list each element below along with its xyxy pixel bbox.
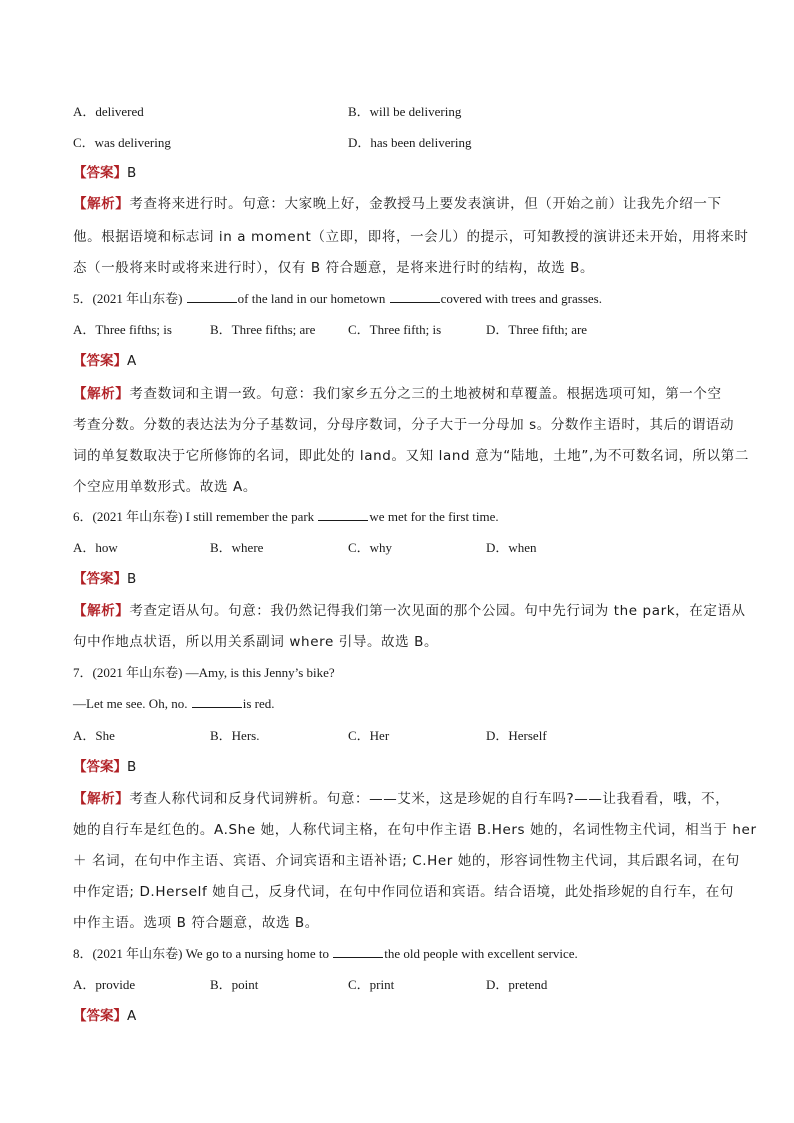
- analysis-tag: 【解析】: [73, 791, 130, 807]
- q5-answer: [73, 352, 136, 370]
- q5-part2: of the land in our hometown: [237, 291, 386, 306]
- q5-analysis-line-4: 个空应用单数形式。故选 A。: [73, 479, 257, 495]
- q6-part2: we met for the first time.: [369, 509, 499, 524]
- q6-analysis-line-2: 句中作地点状语，所以用关系副词 where 引导。故选 B。: [73, 634, 439, 650]
- q4-option-c: C．was delivering: [73, 135, 171, 150]
- q4-option-d: D．has been delivering: [348, 135, 472, 150]
- q7-analysis-line-2: 她的自行车是红色的。A.She 她，人称代词主格，在句中作主语 B.Hers 她的，名词性物主代词，相当于 her: [73, 822, 757, 838]
- q7-option-d: D．Herself: [486, 728, 547, 743]
- answer-tag: 【答案】: [73, 759, 127, 775]
- answer-value: B: [127, 571, 137, 587]
- q6-prefix: 6．(2021 年山东卷) I still remember the park: [73, 509, 315, 524]
- q7-analysis-line-1: [73, 790, 729, 808]
- answer-tag: 【答案】: [73, 1008, 127, 1024]
- q6-analysis-line-1: [73, 602, 746, 620]
- q6-option-c: C．why: [348, 540, 393, 555]
- analysis-tag: 【解析】: [73, 603, 130, 619]
- q6-stem: [73, 508, 499, 526]
- q6-option-a: A．how: [73, 540, 118, 555]
- answer-value: A: [127, 353, 137, 369]
- q7-option-b: B．Hers.: [210, 728, 260, 743]
- q5-analysis-line-1: [73, 385, 722, 403]
- q8-blank: [333, 945, 383, 958]
- q8-option-a: A．provide: [73, 977, 136, 992]
- q5-blank-1: [187, 290, 237, 303]
- q7-stem-line-2: [73, 695, 274, 713]
- q7-option-c: C．Her: [348, 728, 390, 743]
- q8-prefix: 8．(2021 年山东卷) We go to a nursing home to: [73, 946, 330, 961]
- answer-tag: 【答案】: [73, 353, 127, 369]
- q7-suffix: is red.: [242, 696, 275, 711]
- q6-blank: [318, 508, 368, 521]
- analysis-tag: 【解析】: [73, 196, 130, 212]
- q4-analysis-line-2: 他。根据语境和标志词 in a moment（立即，即将，一会儿）的提示，可知教授的演讲还未开始，用将来时: [73, 229, 749, 245]
- analysis-tag: 【解析】: [73, 386, 130, 402]
- q5-option-b: B．Three fifths; are: [210, 322, 316, 337]
- analysis-text: 考查人称代词和反身代词辨析。句意：——艾米，这是珍妮的自行车吗?——让我看看，哦，不，: [129, 791, 730, 807]
- q7-stem-line-1: 7．(2021 年山东卷) —Amy, is this Jenny’s bike?: [73, 665, 335, 680]
- q8-stem: [73, 945, 578, 963]
- q7-analysis-line-4: 中作定语; D.Herself 她自己，反身代词，在句中作同位语和宾语。结合语境，此处指珍妮的自行车，在句: [73, 884, 734, 900]
- q4-option-b: B．will be delivering: [348, 104, 462, 119]
- q6-option-b: B．where: [210, 540, 264, 555]
- q4-answer: [73, 164, 136, 182]
- q5-option-d: D．Three fifth; are: [486, 322, 588, 337]
- q5-part3: covered with trees and grasses.: [440, 291, 602, 306]
- answer-tag: 【答案】: [73, 165, 127, 181]
- q6-option-d: D．when: [486, 540, 537, 555]
- q5-option-a: A．Three fifths; is: [73, 322, 172, 337]
- q8-part2: the old people with excellent service.: [384, 946, 578, 961]
- analysis-text: 考查数词和主谓一致。句意：我们家乡五分之三的土地被树和草覆盖。根据选项可知，第一个空: [129, 386, 722, 402]
- q7-analysis-line-3: ＋ 名词，在句中作主语、宾语、介词宾语和主语补语; C.Her 她的，形容词性物主代词，其后跟名词，在句: [73, 853, 740, 869]
- q5-blank-2: [390, 290, 440, 303]
- q4-analysis-line-1: [73, 195, 722, 213]
- q6-answer: [73, 570, 136, 588]
- q7-answer: [73, 758, 136, 776]
- q5-prefix: 5．(2021 年山东卷): [73, 291, 183, 306]
- q5-stem: [73, 290, 602, 308]
- answer-value: A: [127, 1008, 137, 1024]
- answer-value: B: [127, 759, 137, 775]
- q4-option-a: A．delivered: [73, 104, 144, 119]
- q8-option-c: C．print: [348, 977, 395, 992]
- analysis-text: 考查定语从句。句意：我仍然记得我们第一次见面的那个公园。句中先行词为 the park，在定语从: [129, 603, 746, 619]
- q5-analysis-line-2: 考查分数。分数的表达法为分子基数词，分母序数词，分子大于一分母加 s。分数作主语时，其后的谓语动: [73, 417, 735, 433]
- q8-option-b: B．point: [210, 977, 259, 992]
- analysis-text: 考查将来进行时。句意：大家晚上好，金教授马上要发表演讲，但（开始之前）让我先介绍一下: [129, 196, 722, 212]
- q7-prefix: —Let me see. Oh, no.: [73, 696, 188, 711]
- answer-tag: 【答案】: [73, 571, 127, 587]
- q5-analysis-line-3: 词的单复数取决于它所修饰的名词，即此处的 land。又知 land 意为“陆地，土地”,为不可数名词，所以第二: [73, 448, 749, 464]
- q4-analysis-line-3: 态（一般将来时或将来进行时），仅有 B 符合题意，是将来进行时的结构，故选 B。: [73, 260, 595, 276]
- q7-option-a: A．She: [73, 728, 115, 743]
- q7-analysis-line-5: 中作主语。选项 B 符合题意，故选 B。: [73, 915, 319, 931]
- q8-answer: [73, 1007, 136, 1025]
- answer-value: B: [127, 165, 137, 181]
- q5-option-c: C．Three fifth; is: [348, 322, 442, 337]
- q8-option-d: D．pretend: [486, 977, 548, 992]
- q7-blank: [192, 695, 242, 708]
